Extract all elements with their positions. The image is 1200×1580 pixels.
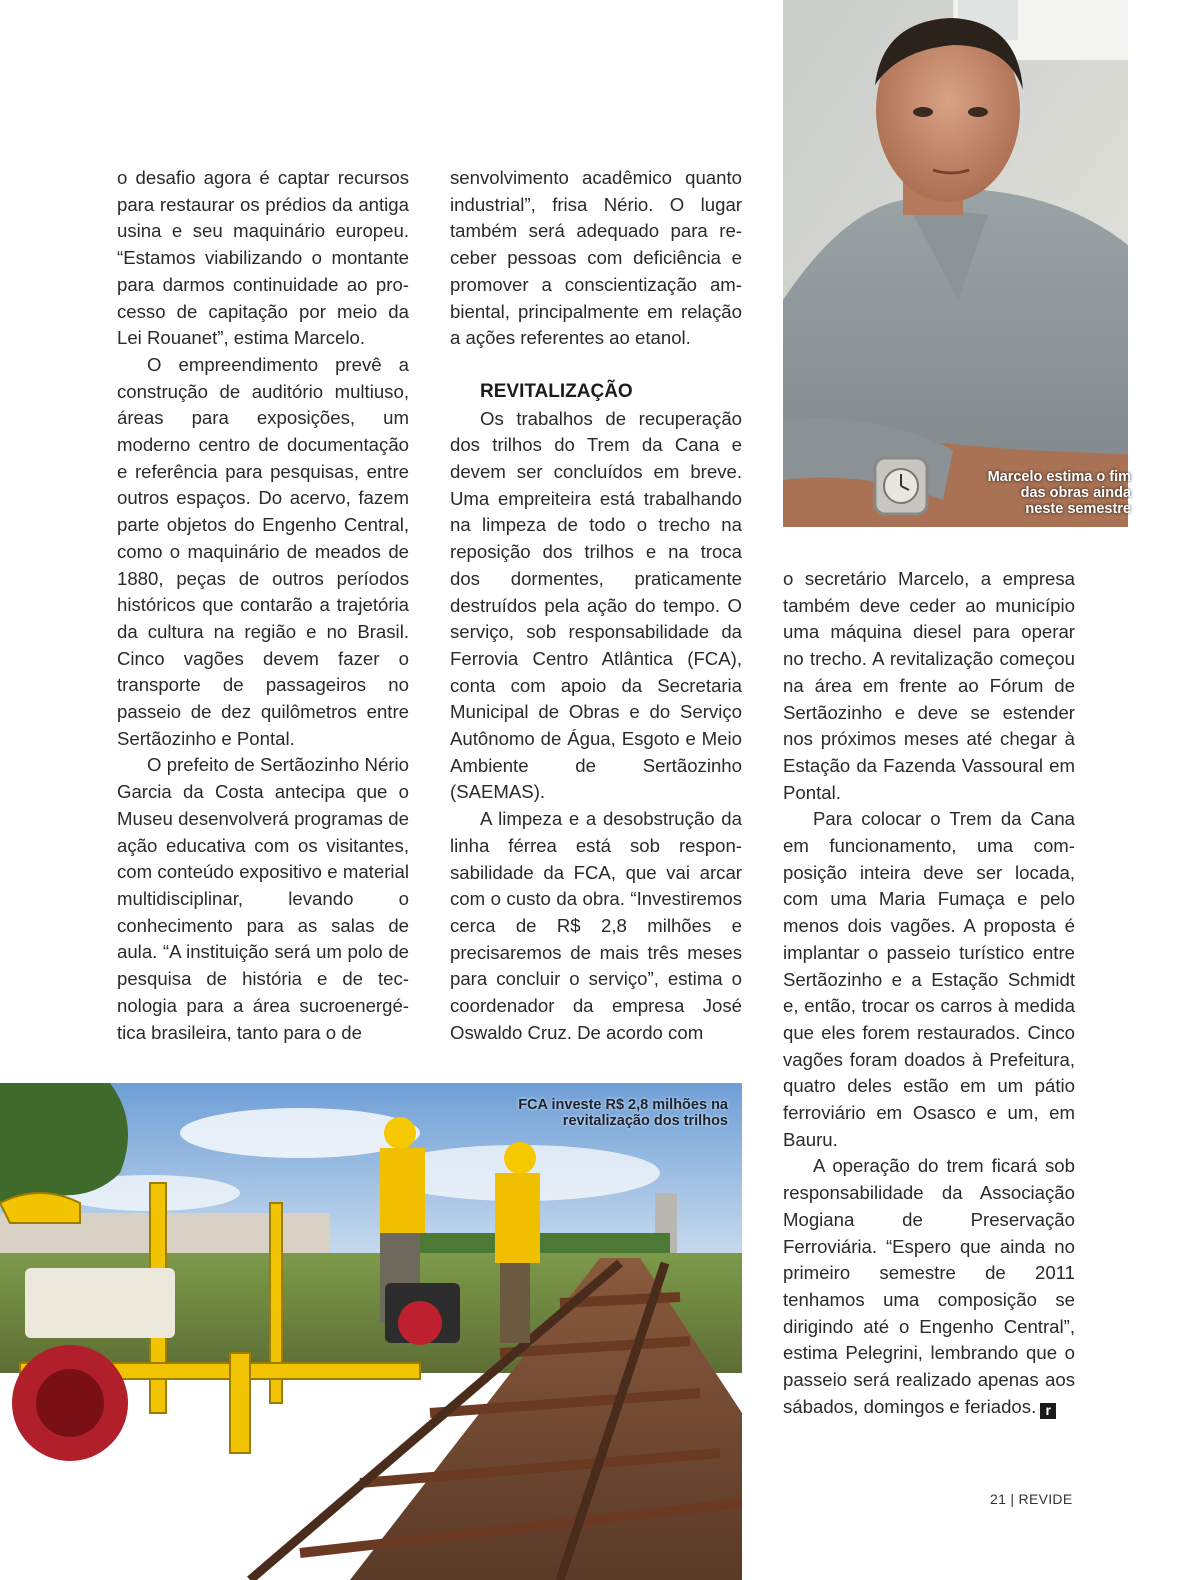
paragraph-text: A operação do trem ficará sob responsabilidade da Associação Mogiana de Preservação Ferroviária. “Espero que ainda no primeiro semestre de 2011 tenhamos uma composição se dirigindo até o Engenho Central”, estima Pelegrini, lembrando que o passeio será realizado apenas aos sábados, domingos e feriados. xyxy=(783,1155,1075,1417)
page-footer xyxy=(990,1491,1072,1507)
article-column-1 xyxy=(117,165,409,1046)
railway-photo xyxy=(0,1083,742,1580)
section-subheading: REVITALIZAÇÃO xyxy=(480,380,633,402)
paragraph: Os trabalhos de recuperação dos trilhos do Trem da Cana e devem ser concluídos em breve. Uma empreiteira está trabalhando na limpeza de todo o trecho na reposição dos trilhos e na troca dos dormentes, praticamente destruídos pela ação do tempo. O serviço, sob responsabilidade da Ferrovia Centro Atlântica (FCA), conta com apoio da Secretaria Municipal de Obras e do Serviço Autônomo de Água, Esgoto e Meio Ambiente de Sertãozinho (SAEMAS). xyxy=(450,407,742,803)
portrait-illustration xyxy=(783,0,1145,527)
portrait-photo xyxy=(783,0,1145,527)
paragraph: o desafio agora é captar recursos para restaurar os prédios da antiga usina e seu maquinário europeu. “Estamos viabilizando o montante para darmos continuidade ao processo de capitação por meio da Lei Rouanet”, estima Marcelo. xyxy=(117,167,409,349)
portrait-caption: Marcelo estima o fim das obras ainda neste semestre xyxy=(987,469,1131,517)
article-column-2 xyxy=(450,165,742,1047)
paragraph: O prefeito de Sertãozinho Nério Garcia da Costa antecipa que o Museu desenvolverá programas de ação educativa com os visitantes, com conteúdo expositivo e material multidisciplinar, levando o conhecimento para as salas de aula. “A instituição será um polo de pesquisa de história e de tecnologia para a área sucroenergética brasileira, tanto para o de xyxy=(117,754,409,1043)
paragraph: A limpeza e a desobstrução da linha férrea está sob responsabilidade da FCA, que vai arcar com o custo da obra. “Investiremos cerca de R$ 2,8 milhões e precisaremos de mais três meses para concluir o serviço”, estima o coordenador da empresa José Oswaldo Cruz. De acordo com xyxy=(450,808,742,1043)
paragraph: o secretário Marcelo, a empresa também deve ceder ao município uma máquina diesel para operar no trecho. A revitalização começou na área em frente ao Fórum de Sertãozinho e deve se estender nos próximos meses até chegar à Estação da Fazenda Vassoural em Pontal. xyxy=(783,568,1075,803)
page-number: 21 xyxy=(990,1491,1007,1507)
footer-separator: | xyxy=(1010,1491,1015,1507)
railway-illustration xyxy=(0,1083,742,1580)
paragraph: senvolvimento acadêmico quanto industrial”, frisa Nério. O lugar também será adequado para receber pessoas com deficiência e promover a conscientização ambiental, principalmente em relação a ações referentes ao etanol. xyxy=(450,167,742,349)
article-column-3 xyxy=(783,566,1075,1421)
paragraph: Para colocar o Trem da Cana em funcionamento, uma composição inteira deve ser locada, com uma Maria Fumaça e pelo menos dois vagões. A proposta é implantar o passeio turístico entre Sertãozinho e a Estação Schmidt e, então, trocar os carros à medida que eles forem restaurados. Cinco vagões foram doados à Prefeitura, quatro deles estão em um pátio ferroviário em Osasco e um, em Bauru. xyxy=(783,808,1075,1150)
magazine-name: REVIDE xyxy=(1018,1491,1073,1507)
paragraph: O empreendimento prevê a construção de auditório multiuso, áreas para exposições, um moderno centro de documentação e referência para pesquisas, entre outros espaços. Do acervo, fazem parte objetos do Engenho Central, como o maquinário de meados de 1880, peças de outros períodos históricos que contarão a trajetória da cultura na região e no Brasil. Cinco vagões devem fazer o transporte de passageiros no passeio de dez quilômetros entre Sertãozinho e Pontal. xyxy=(117,353,409,749)
end-of-article-icon: r xyxy=(1040,1403,1056,1419)
paragraph xyxy=(783,1153,1075,1420)
railway-caption: FCA investe R$ 2,8 milhões na revitalização dos trilhos xyxy=(518,1097,728,1129)
